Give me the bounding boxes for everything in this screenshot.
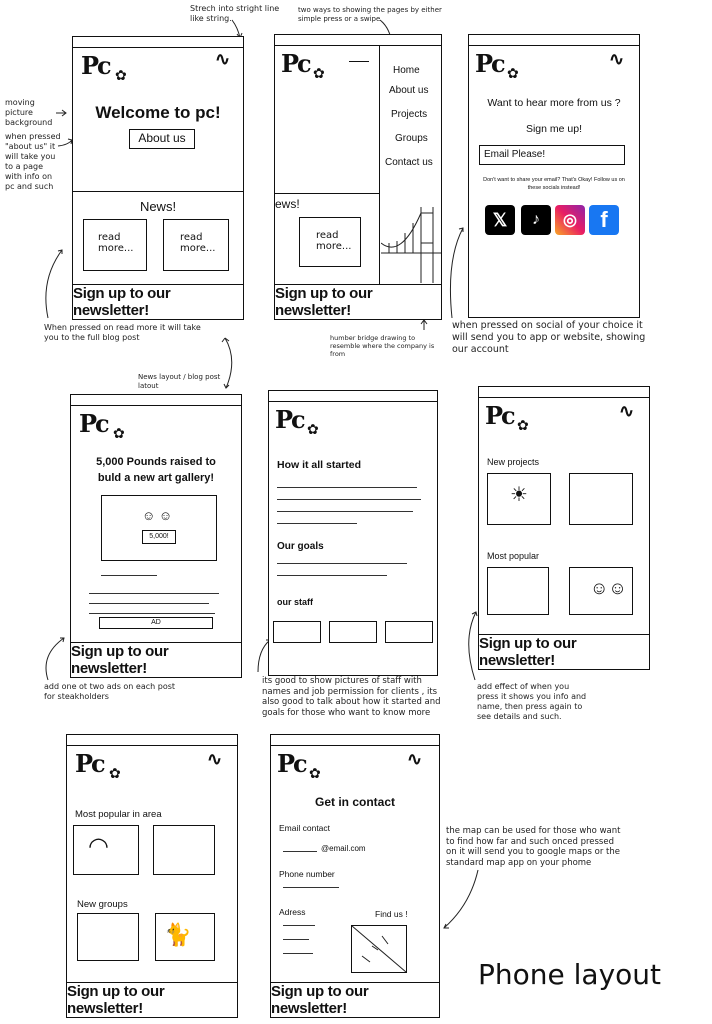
x-social-icon[interactable]: 𝕏: [485, 205, 515, 235]
staff-card[interactable]: [385, 621, 433, 643]
group-card-class[interactable]: [153, 825, 215, 875]
instagram-social-icon[interactable]: ◎: [555, 205, 585, 235]
annotation-pages: two ways to showing the pages by either simple press or a swipe: [298, 6, 442, 23]
newsletter-banner[interactable]: Sign up to our newsletter!: [271, 982, 439, 1017]
humber-bridge-drawing: [381, 203, 441, 283]
news-heading-partial: ews!: [275, 197, 300, 211]
menu-squiggle-icon[interactable]: ∿: [207, 749, 223, 769]
newsletter-banner[interactable]: Sign up to our newsletter!: [479, 634, 649, 669]
menu-item-about[interactable]: About us: [389, 85, 429, 96]
newsletter-banner[interactable]: Sign up to our newsletter!: [275, 284, 441, 319]
flower-icon: ✿: [309, 765, 321, 781]
get-in-contact-heading: Get in contact: [314, 795, 395, 809]
how-it-started-heading: How it all started: [277, 459, 362, 471]
scribble-text: [283, 953, 313, 954]
sun-drawing: ☀: [510, 484, 528, 506]
menu-item-projects[interactable]: Projects: [391, 109, 428, 120]
scribble-text: [89, 603, 209, 604]
annotation-ads: add one ot two ads on each post for steakholders: [44, 682, 176, 701]
pc-logo: Pc: [475, 49, 504, 78]
address-label: Adress: [279, 907, 306, 917]
popular-card-birds[interactable]: [487, 567, 549, 615]
post-headline: 5,000 Pounds raised to buld a new art gallery!: [96, 456, 216, 484]
our-goals-heading: Our goals: [277, 541, 324, 552]
menu-panel-edge: [379, 45, 380, 285]
annotation-social: when pressed on social of your choice it will send you to app or website, showing our account: [452, 320, 646, 355]
newsletter-banner[interactable]: Sign up to our newsletter!: [71, 642, 241, 677]
menu-item-home[interactable]: Home: [393, 65, 420, 76]
scribble-text: [277, 523, 357, 524]
scribble-text: [283, 851, 317, 852]
phone-screen-signup: [468, 34, 640, 318]
cats-drawing: 🐈: [164, 922, 192, 947]
scribble-text: [277, 511, 413, 512]
welcome-heading: Welcome to pc!: [95, 103, 221, 122]
map-drawing: [352, 926, 406, 972]
popular-card-people[interactable]: [569, 567, 633, 615]
scribble-text: [101, 575, 157, 576]
pc-logo: Pc: [75, 749, 104, 778]
flower-icon: ✿: [313, 65, 325, 81]
scribble-text: [277, 499, 421, 500]
phone-screen-contact: [270, 734, 440, 1018]
staff-card[interactable]: [329, 621, 377, 643]
menu-item-contact[interactable]: Contact us: [385, 157, 433, 168]
annotation-news-layout: News layout / blog post latout: [138, 373, 221, 390]
scribble-text: [277, 487, 417, 488]
phone-number-label: Phone number: [279, 869, 335, 879]
annotation-moving-background: moving picture background: [5, 98, 53, 127]
pc-logo: Pc: [81, 51, 110, 80]
phone-screen-home: [72, 36, 244, 320]
status-bar: [269, 391, 437, 402]
phone-screen-about: [268, 390, 438, 676]
page-title: Phone layout: [478, 958, 661, 991]
project-card-bridge[interactable]: [569, 473, 633, 525]
phone-screen-menu: [274, 34, 442, 320]
tiktok-social-icon[interactable]: ♪: [521, 205, 551, 235]
phone-screen-blog-post: [70, 394, 242, 678]
phone-screen-projects: [478, 386, 650, 670]
status-bar: [469, 35, 639, 46]
menu-squiggle-icon[interactable]: ∿: [215, 49, 231, 69]
menu-squiggle-icon[interactable]: ∿: [609, 49, 625, 69]
pc-logo: Pc: [79, 409, 108, 438]
email-value[interactable]: @email.com: [321, 844, 366, 853]
group-card-building[interactable]: [77, 913, 139, 961]
flower-icon: ✿: [113, 425, 125, 441]
scribble-text: [277, 575, 387, 576]
menu-squiggle-icon[interactable]: ∿: [619, 401, 635, 421]
divider: [275, 193, 379, 194]
email-field[interactable]: Email Please!: [479, 145, 625, 165]
map-thumbnail[interactable]: [351, 925, 407, 973]
flower-icon: ✿: [307, 421, 319, 437]
find-us-label: Find us !: [375, 909, 408, 919]
read-more-card[interactable]: read more...: [83, 219, 147, 271]
about-us-button[interactable]: About us: [129, 129, 195, 149]
status-bar: [71, 395, 241, 406]
divider: [73, 191, 243, 192]
group-card-cats[interactable]: [155, 913, 215, 961]
scribble-text: [89, 593, 219, 594]
menu-dash: [349, 61, 369, 62]
new-groups-heading: New groups: [77, 899, 128, 910]
people-drawing: ☺☺: [590, 578, 627, 598]
flower-icon: ✿: [507, 65, 519, 81]
pc-logo: Pc: [281, 49, 310, 78]
flower-icon: ✿: [115, 67, 127, 83]
status-bar: [479, 387, 649, 398]
menu-item-groups[interactable]: Groups: [395, 133, 428, 144]
follow-socials-text: Don't want to share your email? That's Okay! Follow us on these socials instead!: [483, 177, 625, 191]
most-popular-area-heading: Most popular in area: [75, 809, 162, 820]
status-bar: [67, 735, 237, 746]
annotation-effect: add effect of when you press it shows you info and name, then press again to see details and such.: [477, 682, 587, 721]
email-contact-label: Email contact: [279, 823, 331, 833]
newsletter-banner[interactable]: Sign up to our newsletter!: [73, 284, 243, 319]
rainbow-drawing: ◠: [88, 833, 109, 860]
sign-me-up-text: Sign me up!: [525, 123, 583, 135]
status-bar: [73, 37, 243, 48]
phone-screen-groups: [66, 734, 238, 1018]
news-heading: News!: [139, 199, 177, 214]
status-bar: [275, 35, 441, 46]
project-card-sun[interactable]: [487, 473, 551, 525]
annotation-staff: its good to show pictures of staff with names and job permission for clients , its also good to talk about how it started and goals for those who want to know more: [262, 676, 441, 718]
scribble-text: [283, 939, 309, 940]
hear-more-text: Want to hear more from us ?: [487, 97, 621, 109]
pc-logo: Pc: [485, 401, 514, 430]
read-more-card[interactable]: read more...: [299, 217, 361, 267]
scribble-text: [283, 925, 315, 926]
scribble-text: [283, 887, 339, 888]
annotation-about-us: when pressed "about us" it will take you to a page with info on pc and such: [5, 132, 61, 191]
staff-card[interactable]: [273, 621, 321, 643]
our-staff-heading: our staff: [277, 597, 313, 607]
pc-logo: Pc: [275, 405, 304, 434]
most-popular-heading: Most popular: [487, 551, 540, 561]
donation-sign: 5,000!: [142, 530, 176, 544]
scribble-text: [277, 563, 407, 564]
annotation-map: the map can be used for those who want to find how far and such onced pressed on it will send you to google maps or the standard map app on your phome: [446, 826, 621, 868]
newsletter-banner[interactable]: Sign up to our newsletter!: [67, 982, 237, 1017]
facebook-social-icon[interactable]: f: [589, 205, 619, 235]
flower-icon: ✿: [109, 765, 121, 781]
post-image: [101, 495, 217, 561]
annotation-stretch: Strech into stright line like string.: [190, 4, 280, 23]
flower-icon: ✿: [517, 417, 529, 433]
status-bar: [271, 735, 439, 746]
scribble-text: [89, 613, 215, 614]
annotation-read-more: When pressed on read more it will take you to the full blog post: [44, 323, 201, 342]
new-projects-heading: New projects: [487, 457, 540, 467]
ad-banner[interactable]: AD: [99, 617, 213, 629]
annotation-bridge: humber bridge drawing to resemble where the company is from: [330, 334, 435, 359]
group-card-rainbow[interactable]: [73, 825, 139, 875]
menu-squiggle-icon[interactable]: ∿: [407, 749, 423, 769]
people-drawing: ☺ ☺: [142, 508, 173, 523]
read-more-card[interactable]: read more...: [163, 219, 229, 271]
pc-logo: Pc: [277, 749, 306, 778]
